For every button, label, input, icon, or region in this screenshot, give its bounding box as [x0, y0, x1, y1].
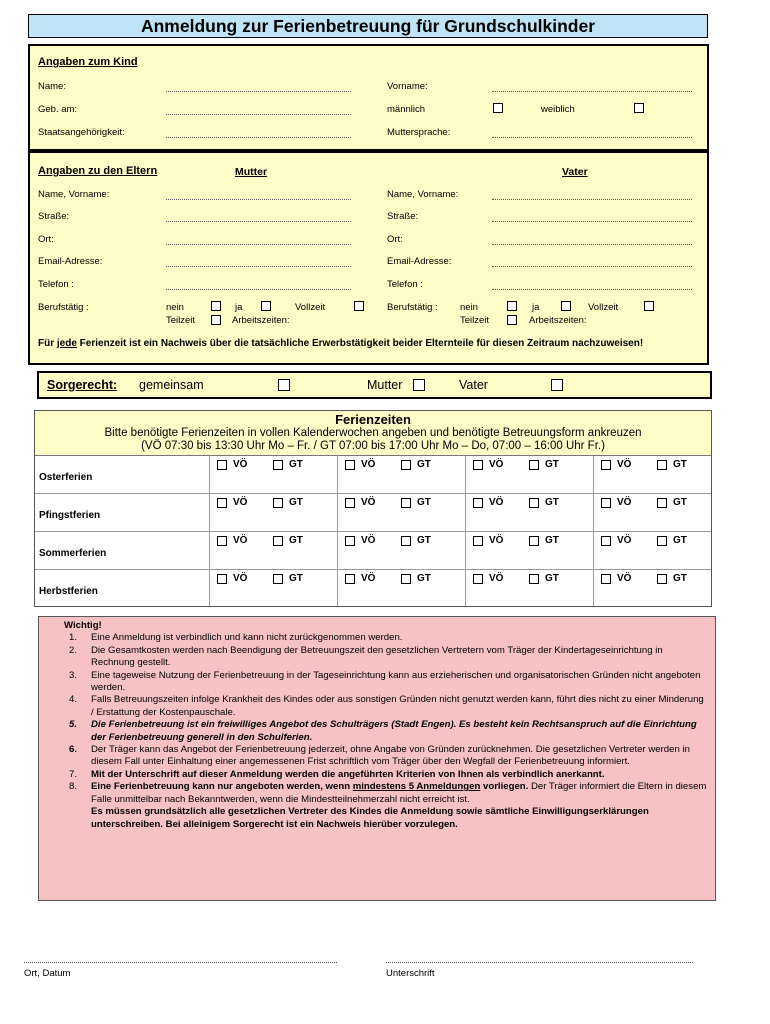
item-text-underlined: mindestens 5 Anmeldungen [352, 781, 481, 793]
unterschrift-label: Unterschrift [386, 968, 435, 979]
gt-checkbox[interactable] [529, 498, 539, 508]
vo-label: VÖ [233, 535, 248, 546]
item-number: 5. [69, 719, 78, 731]
vo-checkbox[interactable] [473, 536, 483, 546]
vo-checkbox[interactable] [217, 498, 227, 508]
vo-label: VÖ [361, 497, 376, 508]
erwerb-note-jede: jede [56, 338, 77, 349]
vo-label: VÖ [617, 459, 632, 470]
gemeinsam-checkbox[interactable] [278, 379, 290, 391]
item-text: Es müssen grundsätzlich alle gesetzlichen Vertreter des Kindes die Anmeldung sowie sämtliche Einwilligungserklärungen unterschreiben. Bei alleinigem Sorgerecht ist ein Nachweis hierüber vorzulegen. [91, 806, 649, 830]
vo-label: VÖ [233, 497, 248, 508]
vater-heading: Vater [562, 166, 588, 178]
ferienzeiten-sub1: Bitte benötigte Ferienzeiten in vollen Kalenderwochen angeben und benötigte Betreuungsform ankreuzen [104, 427, 642, 439]
vo-checkbox[interactable] [345, 574, 355, 584]
gt-checkbox[interactable] [401, 498, 411, 508]
vo-checkbox[interactable] [345, 536, 355, 546]
ferienzeiten-table [34, 410, 712, 607]
item-number: 8. [69, 781, 78, 793]
gt-label: GT [289, 535, 303, 546]
vo-checkbox[interactable] [473, 574, 483, 584]
gt-label: GT [417, 573, 431, 584]
v-ja-label: ja [532, 302, 540, 313]
gt-checkbox[interactable] [401, 536, 411, 546]
vo-checkbox[interactable] [217, 574, 227, 584]
gt-label: GT [673, 497, 687, 508]
ferien-row [35, 456, 711, 494]
vo-label: VÖ [233, 459, 248, 470]
v-vollzeit-checkbox[interactable] [644, 301, 654, 311]
sorge-mutter-checkbox[interactable] [413, 379, 425, 391]
ferien-row [35, 570, 711, 608]
gt-label: GT [417, 497, 431, 508]
gt-checkbox[interactable] [657, 536, 667, 546]
gt-label: GT [289, 497, 303, 508]
gt-checkbox[interactable] [401, 574, 411, 584]
gt-checkbox[interactable] [273, 498, 283, 508]
wichtig-item [39, 670, 715, 695]
v-email-label: Email-Adresse: [387, 256, 452, 267]
m-name-label: Name, Vorname: [38, 189, 110, 200]
wichtig-item [39, 781, 715, 831]
item-text: vorliegen. [480, 781, 529, 793]
m-arbeitszeiten-label: Arbeitszeiten: [232, 315, 290, 326]
gt-label: GT [545, 459, 559, 470]
child-geb-label: Geb. am: [38, 104, 78, 115]
m-telefon-field[interactable] [166, 280, 351, 290]
m-email-field[interactable] [166, 257, 351, 267]
child-section [28, 44, 709, 151]
item-text: Eine Ferienbetreuung kann nur angeboten werden, wenn [91, 781, 353, 793]
child-heading: Angaben zum Kind [38, 56, 138, 68]
vo-label: VÖ [489, 459, 504, 470]
v-nein-label: nein [460, 302, 478, 313]
item-number: 2. [69, 644, 78, 656]
sorge-mutter-label: Mutter [367, 378, 403, 392]
weiblich-checkbox[interactable] [634, 103, 644, 113]
ferien-row [35, 532, 711, 570]
item-text: Die Gesamtkosten werden nach Beendigung der Betreuungszeit den gesetzlichen Vertretern vom Träger der Kindertageseinrichtung in Rechnung gestellt. [91, 644, 663, 669]
gt-label: GT [289, 573, 303, 584]
gt-label: GT [673, 535, 687, 546]
wichtig-item [39, 744, 715, 769]
ferien-row-label: Herbstferien [39, 586, 98, 597]
v-ort-field[interactable] [492, 235, 692, 245]
gt-checkbox[interactable] [273, 460, 283, 470]
vo-checkbox[interactable] [601, 536, 611, 546]
maennlich-label: männlich [387, 104, 426, 115]
v-vollzeit-label: Vollzeit [588, 302, 619, 313]
child-geb-field[interactable] [166, 105, 351, 115]
muttersprache-field[interactable] [492, 128, 692, 138]
m-nein-label: nein [166, 302, 184, 313]
vo-label: VÖ [489, 535, 504, 546]
v-teilzeit-checkbox[interactable] [507, 315, 517, 325]
gt-label: GT [673, 459, 687, 470]
m-ort-label: Ort: [38, 234, 54, 245]
erwerb-note-post: Ferienzeit ist ein Nachweis über die tatsächliche Erwerbstätigkeit beider Elternteile für diesen Zeitraum nachzuweisen! [76, 338, 644, 349]
v-teilzeit-label: Teilzeit [460, 315, 490, 326]
item-number: 7. [69, 768, 78, 780]
ferien-row-label: Sommerferien [39, 548, 107, 559]
gt-label: GT [289, 459, 303, 470]
wichtig-heading: Wichtig! [64, 620, 102, 631]
v-email-field[interactable] [492, 257, 692, 267]
v-nein-checkbox[interactable] [507, 301, 517, 311]
weiblich-label: weiblich [541, 104, 575, 115]
vo-checkbox[interactable] [217, 460, 227, 470]
sorge-vater-label: Vater [459, 378, 488, 392]
staat-label: Staatsangehörigkeit: [38, 127, 125, 138]
sorgerecht-label: Sorgerecht: [47, 378, 118, 392]
item-number: 6. [69, 744, 78, 756]
v-ort-label: Ort: [387, 234, 403, 245]
vo-checkbox[interactable] [345, 498, 355, 508]
ferienzeiten-title: Ferienzeiten [335, 412, 411, 427]
wichtig-box [38, 616, 716, 901]
vo-checkbox[interactable] [601, 574, 611, 584]
erwerb-note-pre: Für [38, 338, 57, 349]
unterschrift-line[interactable] [386, 962, 693, 963]
gt-checkbox[interactable] [657, 498, 667, 508]
ort-datum-line[interactable] [24, 962, 337, 963]
item-text: Mit der Unterschrift auf dieser Anmeldung werden die angeführten Kriterien von Ihnen als verbindlich anerkannt. [91, 768, 605, 780]
gt-checkbox[interactable] [529, 536, 539, 546]
item-text: Falls Betreuungszeiten infolge Krankheit des Kindes oder aus sonstigen Gründen nicht genutzt werden kann, führt dies nicht zu einer Minderung / Erstattung der Kostenpauschale. [91, 694, 704, 718]
m-ja-checkbox[interactable] [261, 301, 271, 311]
ort-datum-label: Ort, Datum [24, 968, 71, 979]
ferien-row-label: Pfingstferien [39, 510, 101, 521]
vo-checkbox[interactable] [473, 498, 483, 508]
vo-label: VÖ [617, 573, 632, 584]
item-number: 3. [69, 669, 78, 681]
muttersprache-label: Muttersprache: [387, 127, 451, 138]
vo-label: VÖ [489, 573, 504, 584]
gemeinsam-label: gemeinsam [139, 378, 204, 392]
page-title: Anmeldung zur Ferienbetreuung für Grundschulkinder [28, 14, 708, 38]
v-strasse-field[interactable] [492, 212, 692, 222]
vo-label: VÖ [617, 535, 632, 546]
v-strasse-label: Straße: [387, 211, 419, 222]
m-beruf-label: Berufstätig : [38, 302, 89, 313]
vo-checkbox[interactable] [217, 536, 227, 546]
vo-label: VÖ [233, 573, 248, 584]
m-ort-field[interactable] [166, 235, 351, 245]
wichtig-item [39, 645, 715, 670]
sorgerecht-section [37, 371, 712, 399]
gt-label: GT [545, 535, 559, 546]
gt-checkbox[interactable] [273, 574, 283, 584]
item-text: Der Träger kann das Angebot der Ferienbetreuung jederzeit, ohne Angabe von Gründen zurücknehmen. Die gesetzlichen Vertreter werden in diesem Fall unter Einhaltung einer angemessenen Frist schriftlich vom Träger über den Wegfall der Ferienbetreuung informiert. [91, 744, 690, 768]
v-ja-checkbox[interactable] [561, 301, 571, 311]
vo-checkbox[interactable] [473, 460, 483, 470]
child-vorname-label: Vorname: [387, 81, 428, 92]
sorge-vater-checkbox[interactable] [551, 379, 563, 391]
gt-label: GT [673, 573, 687, 584]
child-vorname-field[interactable] [492, 82, 692, 92]
m-teilzeit-label: Teilzeit [166, 315, 196, 326]
vo-checkbox[interactable] [601, 460, 611, 470]
gt-checkbox[interactable] [657, 460, 667, 470]
v-telefon-label: Telefon : [387, 279, 423, 290]
v-telefon-field[interactable] [492, 280, 692, 290]
v-arbeitszeiten-label: Arbeitszeiten: [529, 315, 587, 326]
vo-checkbox[interactable] [345, 460, 355, 470]
child-name-label: Name: [38, 81, 66, 92]
item-text: Eine tageweise Nutzung der Ferienbetreuung in der Tageseinrichtung kann aus erzieherischen und organisatorischen Gründen nicht angeboten werden. [91, 669, 701, 694]
m-vollzeit-label: Vollzeit [295, 302, 326, 313]
m-email-label: Email-Adresse: [38, 256, 103, 267]
gt-label: GT [545, 573, 559, 584]
parents-heading: Angaben zu den Eltern [38, 165, 158, 177]
item-text: Eine Anmeldung ist verbindlich und kann nicht zurückgenommen werden. [91, 632, 403, 644]
ferien-row [35, 494, 711, 532]
m-strasse-label: Straße: [38, 211, 70, 222]
vo-label: VÖ [617, 497, 632, 508]
gt-label: GT [417, 535, 431, 546]
m-name-field[interactable] [166, 190, 351, 200]
staat-field[interactable] [166, 128, 351, 138]
gt-checkbox[interactable] [529, 574, 539, 584]
item-number: 4. [69, 694, 78, 706]
vo-label: VÖ [361, 535, 376, 546]
m-teilzeit-checkbox[interactable] [211, 315, 221, 325]
gt-checkbox[interactable] [529, 460, 539, 470]
vo-checkbox[interactable] [601, 498, 611, 508]
m-vollzeit-checkbox[interactable] [354, 301, 364, 311]
item-number: 1. [69, 632, 78, 644]
maennlich-checkbox[interactable] [493, 103, 503, 113]
gt-checkbox[interactable] [273, 536, 283, 546]
vo-label: VÖ [361, 459, 376, 470]
mutter-heading: Mutter [235, 166, 268, 178]
m-strasse-field[interactable] [166, 212, 351, 222]
wichtig-item [39, 694, 715, 719]
m-nein-checkbox[interactable] [211, 301, 221, 311]
v-name-field[interactable] [492, 190, 692, 200]
ferienzeiten-header [35, 411, 711, 456]
v-beruf-label: Berufstätig : [387, 302, 438, 313]
wichtig-item [39, 632, 715, 644]
ferienzeiten-sub2: (VÖ 07:30 bis 13:30 Uhr Mo – Fr. / GT 07:00 bis 17:00 Uhr Mo – Do, 07:00 – 16:00 Uhr Fr.) [141, 440, 605, 452]
gt-label: GT [545, 497, 559, 508]
parents-section [28, 151, 709, 365]
vo-label: VÖ [361, 573, 376, 584]
wichtig-item [39, 719, 715, 744]
gt-checkbox[interactable] [657, 574, 667, 584]
vo-label: VÖ [489, 497, 504, 508]
gt-label: GT [417, 459, 431, 470]
ferien-row-label: Osterferien [39, 472, 93, 483]
m-ja-label: ja [235, 302, 243, 313]
child-name-field[interactable] [166, 82, 351, 92]
wichtig-item [39, 769, 715, 781]
erwerb-note [38, 338, 688, 350]
m-telefon-label: Telefon : [38, 279, 74, 290]
item-text: Der Träger informiert die Eltern in diesem Falle unmittelbar nach Bekanntwerden, wenn die Mindestteilnehmerzahl nicht erreicht ist. [91, 781, 707, 805]
gt-checkbox[interactable] [401, 460, 411, 470]
item-text: Die Ferienbetreuung ist ein freiwilliges Angebot des Schulträgers (Stadt Engen). Es besteht kein Rechtsanspruch auf die Einrichtung der Ferienbetreuung generell in den Schulferien. [91, 719, 697, 743]
v-name-label: Name, Vorname: [387, 189, 459, 200]
